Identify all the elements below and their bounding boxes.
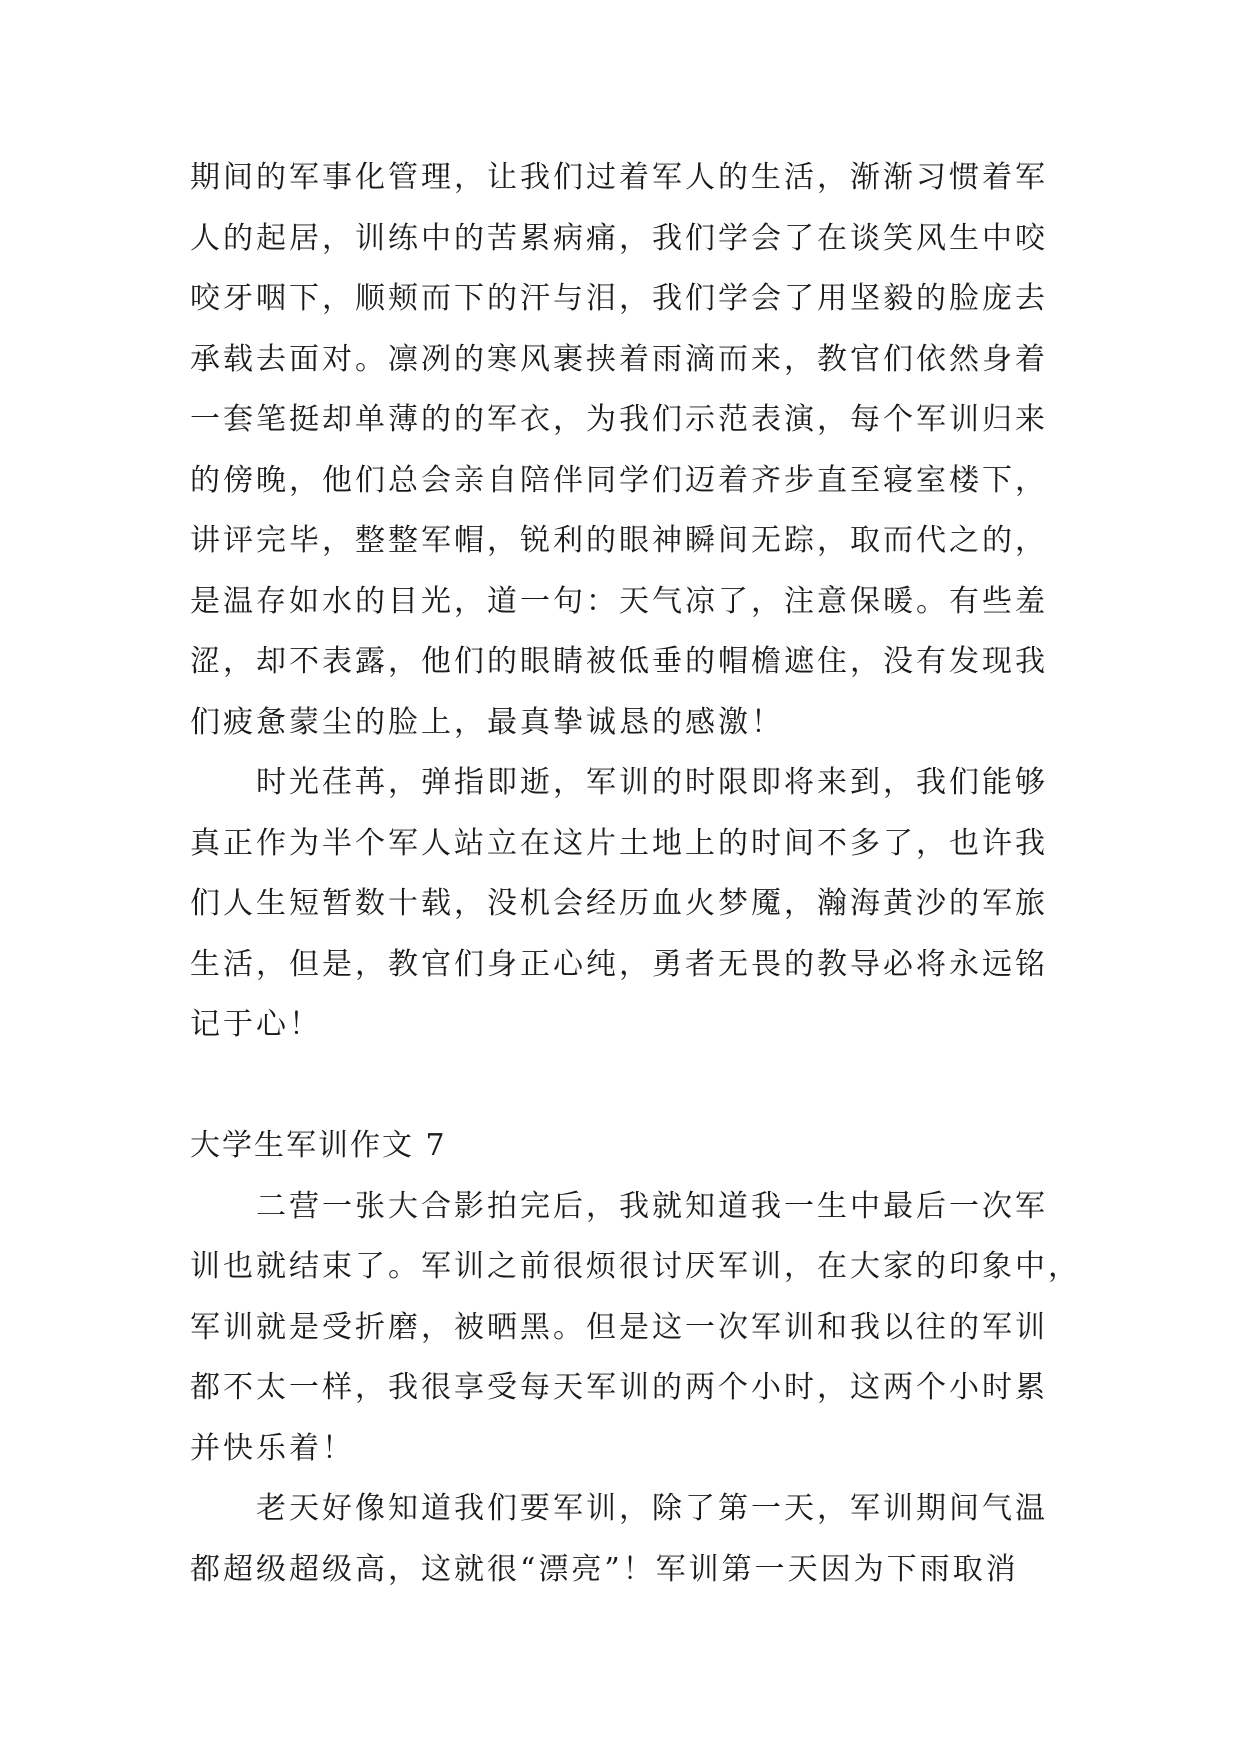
document-body: [190, 148, 1081, 1600]
text-line: 都不太一样，我很享受每天军训的两个小时，这两个小时累: [190, 1370, 1048, 1405]
text-line: 并快乐着！: [190, 1430, 355, 1466]
text-line: 咬牙咽下，顺颊而下的汗与泪，我们学会了用坚毅的脸庞去: [190, 281, 1048, 316]
paragraph-continued: [190, 148, 1052, 753]
paragraph: [190, 753, 1052, 1056]
text-line: 承载去面对。凛冽的寒风裹挟着雨滴而来，教官们依然身着: [190, 341, 1048, 377]
text-line: 是温存如水的目光，道一句：天气凉了，注意保暖。有些羞: [190, 583, 1048, 619]
text-line: 训也就结束了。军训之前很烦很讨厌军训，在大家的印象中，: [190, 1249, 1081, 1284]
text-line: 生活，但是，教官们身正心纯，勇者无畏的教导必将永远铭: [190, 946, 1048, 982]
paragraph: [190, 1177, 1081, 1480]
text-line: 们人生短暂数十载，没机会经历血火梦魇，瀚海黄沙的军旅: [190, 886, 1048, 921]
text-line: 时光荏苒，弹指即逝，军训的时限即将来到，我们能够: [256, 765, 1048, 800]
blank-line: [190, 1056, 1052, 1117]
text-line: 真正作为半个军人站立在这片土地上的时间不多了，也许我: [190, 825, 1048, 861]
text-line: 二营一张大合影拍完后，我就知道我一生中最后一次军: [256, 1188, 1048, 1224]
text-line: 一套笔挺却单薄的的军衣，为我们示范表演，每个军训归来: [190, 402, 1048, 437]
text-line: 军训就是受折磨，被晒黑。但是这一次军训和我以往的军训: [190, 1309, 1048, 1345]
text-line: 老天好像知道我们要军训，除了第一天，军训期间气温: [256, 1491, 1048, 1526]
text-line: 的傍晚，他们总会亲自陪伴同学们迈着齐步直至寝室楼下，: [190, 462, 1048, 498]
text-line: 讲评完毕，整整军帽，锐利的眼神瞬间无踪，取而代之的，: [190, 523, 1048, 558]
text-line: 都超级超级高，这就很“漂亮”！军训第一天因为下雨取消: [190, 1551, 1019, 1587]
section-heading: 大学生军训作文 7: [190, 1128, 447, 1163]
text-line: 期间的军事化管理，让我们过着军人的生活，渐渐习惯着军: [190, 160, 1048, 195]
paragraph: [190, 1479, 1052, 1600]
text-line: 们疲惫蒙尘的脸上，最真挚诚恳的感激！: [190, 704, 784, 740]
text-line: 人的起居，训练中的苦累病痛，我们学会了在谈笑风生中咬: [190, 220, 1048, 256]
text-line: 涩，却不表露，他们的眼睛被低垂的帽檐遮住，没有发现我: [190, 644, 1048, 679]
text-line: 记于心！: [190, 1007, 322, 1042]
